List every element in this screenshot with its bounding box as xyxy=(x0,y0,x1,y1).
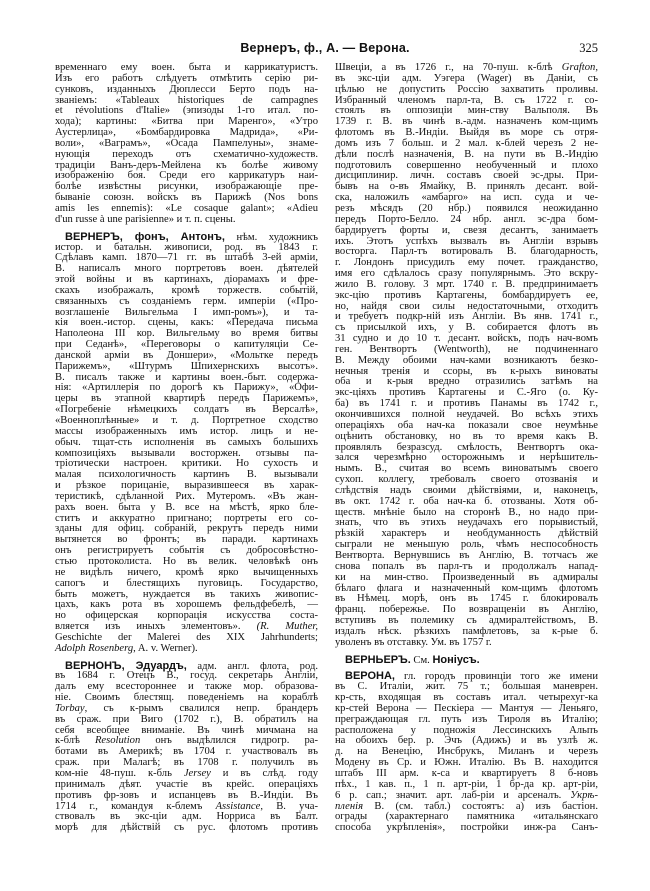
italic-text: Torbay xyxy=(55,702,85,714)
text-line: въ сраж. при Виго (1702 г.), В. обратилъ на xyxy=(55,713,318,725)
text-line: снова попалъ въ парл-тъ и продолжалъ напад- xyxy=(335,560,598,572)
text-run: , съ к-рымъ свалился непр. брандеръ xyxy=(84,702,318,714)
text-line: расположена у подножія Лессинскихъ Альпъ xyxy=(335,724,598,736)
text-line: съ присылкой ихъ, у В. собирается флотъ въ xyxy=(335,322,598,334)
article-paragraph xyxy=(55,661,318,835)
text-line: временнаго ему воен. быта и каррикатуристъ. xyxy=(55,62,318,73)
text-line: 31 судно и до 10 т. десант. войскъ, подъ нач-вомъ xyxy=(335,333,598,345)
text-line: сапогъ и блестящихъ пуговицъ. Государство, xyxy=(55,577,318,589)
text-line: имя его сдѣлалось сразу популярнымъ. Это вскру- xyxy=(335,268,598,280)
italic-text: пленія xyxy=(335,800,364,812)
text-line: при Седанѣ», «Переговоры о капитуляціи Се- xyxy=(55,339,318,351)
text-run: и въ слѣд. году xyxy=(210,768,318,779)
text-run: ком-ніе 48-пуш. к-бль xyxy=(55,768,184,779)
text-line: экс-ціяхъ противъ Картагены и С.-Яго (о. Ку- xyxy=(335,387,598,399)
italic-text: Assistance xyxy=(215,800,261,812)
text-line: тріотически настроен. критики. Но сухость и xyxy=(55,458,318,470)
text-line: ки на мин-ство. Произведенный въ адмиралы xyxy=(335,571,598,583)
text-line: резъ мѣсядъ (20 нбр.) появился неожиданно xyxy=(335,202,598,214)
text-line: бывъ на о-въ Ямайку, В. принялъ десант. вой- xyxy=(335,181,598,193)
text-line: ска, наложилъ «амбарго» на исп. суда и че- xyxy=(335,192,598,204)
article-paragraph xyxy=(55,63,318,226)
article-paragraph xyxy=(335,63,598,649)
text-line: быть можетъ, нуждается въ такихъ живопис- xyxy=(55,588,318,600)
text-line: данской арміи въ Доншери», «Мольтке передъ xyxy=(55,349,318,361)
text-line: болѣе извѣстны рисунки, изображающіе пре- xyxy=(55,181,318,193)
text-line: дѣли послѣ назначенія, В. на пути въ В.-Индію xyxy=(335,148,598,160)
text-line: нующія переходъ отъ схематично-художеств. xyxy=(55,148,318,160)
text-run: Швеціи, а въ 1726 г., на 70-пуш. к-блѣ xyxy=(335,62,562,73)
text-line: хода); картины: «Битва при Маренго», «Утро xyxy=(55,116,318,128)
text-run: , A. v. Werner). xyxy=(133,642,198,654)
italic-text: Resolution xyxy=(94,735,141,747)
text-line: кр-сть, входящая въ составъ итал. четырехуг-ка xyxy=(335,692,598,704)
italic-text: Adolph Rosenberg xyxy=(55,642,134,654)
text-line: способа укрѣпленія», постройки инж-ра Санъ- xyxy=(335,822,598,834)
text-line: amis les ennemis): «Le cosaque galant»; «Adieu xyxy=(55,202,318,214)
text-line: ститъ и аккуратно пригнано; портреты его со- xyxy=(55,512,318,524)
text-line: операціяхъ оба нач-ка показали свое неумѣнье xyxy=(335,419,598,431)
text-line: противъ фр-зовъ и испанцевъ въ В.-Индіи. Въ xyxy=(55,789,318,801)
text-line: ществ. мнѣніе было на сторонѣ В., но надо при- xyxy=(335,506,598,518)
text-line: себя всеобщее вниманіе. Въ чинѣ мичмана на xyxy=(55,724,318,736)
text-line: «Погребеніе нѣмецкихъ солдатъ въ Версалѣ», xyxy=(55,404,318,416)
text-run: 6 р. сап.; значит. арт. лаб-ріи и арсеналъ. xyxy=(335,789,571,801)
text-line: связанныхъ съ созданіемъ герм. имперіи («Про- xyxy=(55,295,318,307)
text-line: «Военноплѣнные» и т. д. Портретное сходство xyxy=(55,415,318,426)
text-line: но офицерская корпорація искусства соста- xyxy=(55,610,318,622)
text-line: и требуетъ подкр-ній изъ Англіи. Въ янв. 1741 г., xyxy=(335,311,598,323)
text-line: бываніе союзн. войскъ въ Парижѣ (Nos bons xyxy=(55,192,318,204)
text-line: Вентворта. Вернувшись въ Англію, В. тотчасъ же xyxy=(335,549,598,561)
text-line: Аустерлица», «Бомбардировка Мадрида», «Ри- xyxy=(55,127,318,139)
text-line: возглашеніе Вильгельма I имп-ромъ»), и та- xyxy=(55,306,318,318)
text-line xyxy=(55,644,318,655)
text-line: традиціи Ванъ-деръ-Мейлена къ болѣе живому xyxy=(55,159,318,171)
text-line: уволенъ въ отставку. Ум. въ 1757 г. xyxy=(335,636,492,648)
text-line: вступивъ въ полемику съ адмиралтействомъ, В. xyxy=(335,615,598,627)
text-line: флотомъ въ В.-Индіи. Выйдя въ море съ отря- xyxy=(335,127,598,139)
text-line: званіемъ: «Tableaux historiques de campagnes xyxy=(55,94,318,106)
text-line: оцѣнить обстановку, но въ то время какъ В. xyxy=(335,430,598,442)
text-line: малая психологичность картинъ В. вызывали xyxy=(55,469,318,481)
running-head xyxy=(0,41,650,57)
text-line: издалъ нѣск. рѣзкихъ памфлетовъ, за к-рые б. xyxy=(335,625,598,637)
text-line: г. Лондонъ присудилъ ему почет. гражданство, xyxy=(335,257,598,269)
headword: ВЕРОНА, xyxy=(345,670,395,683)
text-line: В. Между обоими нач-ками возникаютъ безко- xyxy=(335,354,598,366)
text-line: на обоихъ бер. р. Эчъ (Адижъ) и въ узлѣ ж. xyxy=(335,735,598,747)
headword: ВЕРНЬЕРЪ. xyxy=(345,653,411,666)
text-line: В. написалъ много портретовъ воен. дѣятелей xyxy=(55,263,318,275)
text-line: нія: «Артиллерія по дорогѣ къ Парижу», «Офи- xyxy=(55,382,318,394)
text-line: массы изображенныхъ имъ истор. лицъ и не- xyxy=(55,425,318,437)
text-line: принималъ дѣят. участіе въ крейс. операціяхъ xyxy=(55,778,318,790)
text-line: ніе. Своимъ блестящ. поведеніемъ на кораблѣ xyxy=(55,692,318,704)
text-line: морѣ для дѣйствій съ рус. флотомъ противъ xyxy=(55,822,318,834)
text-run: онъ выдѣлился гидрогр. ра- xyxy=(140,735,318,747)
headword: ВЕРНОНЪ, Эдуардъ, xyxy=(65,659,187,672)
text-run: См. xyxy=(410,654,433,666)
text-line: композиціяхъ вызывали восторжен. отзывы па- xyxy=(55,447,318,459)
text-line: d'un russe à une parisienne» и т. п. сцены. xyxy=(55,213,236,225)
left-column xyxy=(55,63,318,834)
text-line: бардируетъ форты и, свезя десантъ, занимаетъ xyxy=(335,224,598,236)
text-line: ограды (характернаго памятника «итальянскаго xyxy=(335,811,598,823)
text-line: рѣзкій характеръ и необдуманность дѣйствій xyxy=(335,528,598,540)
article-paragraph xyxy=(55,232,318,655)
text-line: воли», «Ваграмъ», «Осада Пампелуны», знаме- xyxy=(55,137,318,149)
text-line: и рѣзкое порицаніе, выразившееся въ харак- xyxy=(55,480,318,492)
text-line xyxy=(55,232,318,243)
text-line: обыч. тщат-сть исполненія въ самыхъ большихъ xyxy=(55,436,318,448)
text-line: 1739 г. В. въ чинѣ в.-адм. назначенъ ком-щимъ xyxy=(335,116,598,128)
text-line: сыграли не меньшую роль, чѣмъ неспособность xyxy=(335,539,598,551)
text-run: к-блѣ xyxy=(55,735,95,747)
text-line: теристикѣ, сдѣланной Рих. Мутеромъ. «Въ жан- xyxy=(55,490,318,502)
text-line: цахъ, какъ рота въ хорошемъ фельдфебелѣ, — xyxy=(55,599,318,611)
text-line: зданы для офиц. собраній, рекрутъ передъ ними xyxy=(55,523,318,535)
text-line: нымъ. В., считая во всемъ виноватымъ своего xyxy=(335,463,598,475)
text-line: окончившихся полной неудачей. Во всѣхъ этихъ xyxy=(335,409,598,420)
text-line: стоялъ въ оппозиціи мин-ству Вальполя. Въ xyxy=(335,105,598,117)
text-line: et révolutions d'Italie» (эпизоды 1-го итал. по- xyxy=(55,105,318,117)
text-line: этой войны и въ картинахъ, діорамахъ и фре- xyxy=(55,274,318,286)
text-line xyxy=(335,655,598,666)
text-line: вытянется во фронтъ; въ паради. картинахъ xyxy=(55,534,318,546)
text-line: франц. побережье. По возвращеніи въ Англію, xyxy=(335,604,598,616)
running-head-title: Вернеръ, ф., А. — Верона. xyxy=(240,41,410,55)
headword: Ноніусъ. xyxy=(432,653,480,666)
article-paragraph xyxy=(335,655,598,666)
text-line: жило В. голову. 3 мрт. 1740 г. В. предпринимаетъ xyxy=(335,278,598,290)
text-line: Сдѣлавъ камп. 1870—71 гг. въ штабѣ 3-ей арміи, xyxy=(55,252,318,264)
text-line: церы въ этапной квартирѣ передъ Парижемъ», xyxy=(55,393,318,405)
text-run: гл. городъ провинціи того же имени xyxy=(394,671,598,683)
text-line: истор. и батальн. живописи, род. въ 1843 г. xyxy=(55,241,318,253)
italic-text: Grafton, xyxy=(561,62,598,73)
text-line: слѣдствія надъ своими дѣйствіями, и, наконецъ, xyxy=(335,484,598,496)
text-line: не видѣлъ ничего, кромѣ ярко вычищенныхъ xyxy=(55,566,318,578)
text-run: 1714 г., командуя к-блемъ xyxy=(55,800,216,812)
text-line: Парижемъ», «Штурмъ Шпихернскихъ высотъ». xyxy=(55,360,318,372)
text-line: дисциплинир. личн. составъ своей эс-дры. При- xyxy=(335,170,598,182)
text-line: онъ регистрируетъ событія съ добросовѣстно- xyxy=(55,545,318,557)
text-line: оба и к-рыя вредно отразились затѣмъ на xyxy=(335,376,598,388)
text-line: изображенію боя. Среди его каррикатуръ наи- xyxy=(55,170,318,182)
text-run: вляется изъ иныхъ элементовъ». xyxy=(55,621,257,633)
text-line: Geschichte der Malerei des XIX Jahrhunderts; xyxy=(55,631,318,643)
text-line: Модену въ Ср. и Южн. Италію. Въ В. находится xyxy=(335,757,598,769)
text-line: сунковъ, изданныхъ Дюплесси Берто подъ на- xyxy=(55,83,318,95)
text-line: экс-цію противъ Картагены, бомбардируетъ ее, xyxy=(335,289,598,301)
text-line: кр-стей Верона — Пескіера — Мантуя — Леньяго, xyxy=(335,702,598,714)
italic-text: Укрѣ- xyxy=(570,789,598,801)
text-line: ствовалъ въ экс-ціи адм. Норриса въ Балт. xyxy=(55,811,318,823)
page-number: 325 xyxy=(579,41,598,55)
text-line: бѣлаго флага и назначенный ком-щимъ флотомъ xyxy=(335,582,598,594)
text-line: въ 1684 г. Отецъ В., госуд. секретарь Англіи, xyxy=(55,670,318,682)
text-line: д. на Венецію, Инсбрукъ, Миланъ и черезъ xyxy=(335,746,598,758)
text-line: стью протоколиста. Но въ велик. человѣкѣ онъ xyxy=(55,555,318,567)
text-line: сухоп. коллегу, требовалъ своего отозванія и xyxy=(335,474,598,486)
text-line: сраж. при Малагѣ; въ 1708 г. получилъ въ xyxy=(55,757,318,769)
italic-text: Jersey xyxy=(183,768,211,779)
text-run: В. (см. табл.) состоятъ: а) изъ бастіон. xyxy=(363,800,598,812)
text-line: восторга. Парл-тъ вотировалъ В. благодарность, xyxy=(335,246,598,258)
text-line: подготовилъ совершенно необученный и плохо xyxy=(335,159,598,171)
text-line: кія воен.-истор. сцены, какъ: «Передача письма xyxy=(55,317,318,329)
text-line: ихъ. Этотъ успѣхъ вызвалъ въ Англіи взрывъ xyxy=(335,235,598,247)
text-line: штабъ III арм. к-са и квартируетъ 8 б-новъ xyxy=(335,768,598,779)
italic-text: (R. Muther, xyxy=(256,621,318,633)
text-line: въ окт. 1742 г. оба нач-ка б. отозваны. Хотя об- xyxy=(335,495,598,507)
text-line: передъ Порто-Белло. 24 нбр. англ. эс-дра бом- xyxy=(335,213,598,225)
text-line: въ экс-ціи адм. Уэгера (Wager) въ Даніи, съ xyxy=(335,72,598,84)
text-line: ботами въ Америкѣ; въ 1704 г. участвовалъ въ xyxy=(55,746,318,758)
text-line: цѣлью не допустить Россію захватить проливы. xyxy=(335,83,598,95)
text-run: , В. уча- xyxy=(260,800,319,812)
text-line: Избранный членомъ парл-та, В. съ 1722 г. со- xyxy=(335,94,598,106)
text-line: но, найдя свои силы недостаточными, отходитъ xyxy=(335,300,598,312)
text-line: ген. Вентвортъ (Wentworth), не подчиненнаго xyxy=(335,343,598,355)
text-line: В. писалъ также и картины воен.-быт. содержа- xyxy=(55,371,318,383)
text-line: зался черезмѣрно осторожнымъ и нерѣшитель- xyxy=(335,452,598,464)
text-line: ба) въ 1741 г. и противъ Панамы въ 1742 г., xyxy=(335,398,598,410)
text-line: Изъ его работъ слѣдуетъ отмѣтить серію ри- xyxy=(55,72,318,84)
text-line: знать, что въ этихъ неудачахъ его порывистый, xyxy=(335,517,598,529)
text-line: далъ ему всестороннее и также мор. образова- xyxy=(55,681,318,693)
headword: ВЕРНЕРЪ, фонъ, Антонъ, xyxy=(65,230,225,243)
text-run: адм. англ. флота, род. xyxy=(186,660,318,672)
text-line: домъ изъ 7 больш. и 2 мал. к-блей черезъ 2 не- xyxy=(335,137,598,149)
right-column xyxy=(335,63,598,834)
text-run: нѣм. художникъ xyxy=(224,231,318,243)
text-line: скахъ изображалъ, кромѣ торжеств. событій, xyxy=(55,284,318,296)
text-line: Наполеона III кор. Вильгельму во время битвы xyxy=(55,328,318,340)
text-line: рахъ воен. быта у В. все на мѣстѣ, ярко бле- xyxy=(55,501,318,513)
text-line: нечныя тренія и ссоры, въ к-рыхъ виноваты xyxy=(335,365,598,377)
text-line: преграждающая гл. путь изъ Тироля въ Италію; xyxy=(335,713,598,725)
text-line: пѣх., 1 кав. п., 1 п. арт-ріи, 1 бр-да кр. арт-ріи, xyxy=(335,778,598,790)
article-paragraph xyxy=(335,671,598,834)
text-line: въ Нѣмец. морѣ, онъ въ 1745 г. блокировалъ xyxy=(335,593,598,605)
text-line: въ С. Италіи, жит. 75 т.; большая маневрен. xyxy=(335,681,598,693)
text-line: проявлялъ безразсуд. смѣлость, Вентвортъ ока- xyxy=(335,441,598,453)
